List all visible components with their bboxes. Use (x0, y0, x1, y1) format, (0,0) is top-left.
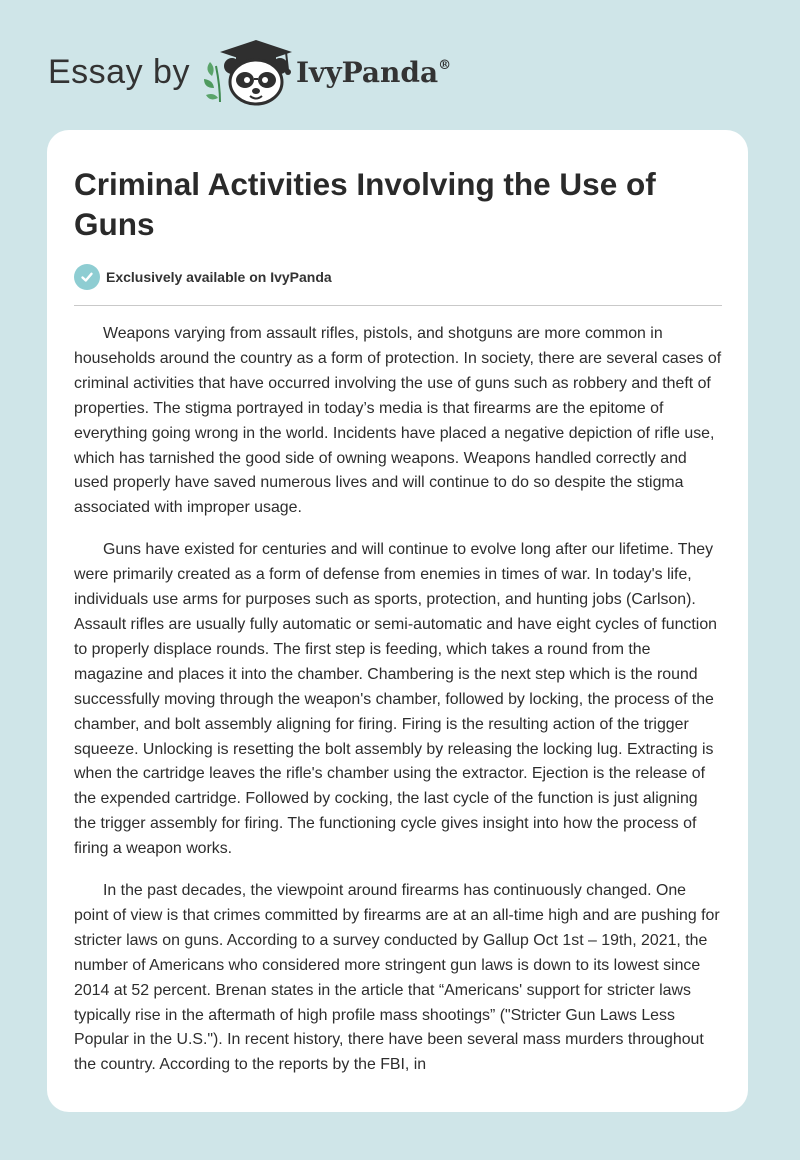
essay-title: Criminal Activities Involving the Use of Guns (74, 166, 656, 242)
essay-by-label: Essay by (48, 52, 190, 91)
essay-card (47, 130, 748, 1112)
ivypanda-logo[interactable] (202, 36, 451, 108)
paragraph: In the past decades, the viewpoint around firearms has continuously changed. One point of view is that crimes committed by firearms are at an all-time high and are pushing for stricter laws on guns. According to a survey conducted by Gallup Oct 1st – 19th, 2021, the number of Americans who considered more stringent gun laws is down to its lowest since 2014 at 52 percent. Brenan states in the article that “Americans' support for stricter laws typically rise in the aftermath of high profile mass shootings” ("Stricter Gun Laws Less Popular in the U.S."). In recent history, there have been several mass murders throughout the country. According to the reports by the FBI, in (74, 882, 720, 1074)
site-header (48, 36, 451, 108)
checkmark-icon (74, 264, 100, 290)
brand-name: IvyPanda® (295, 55, 452, 89)
exclusive-badge (74, 264, 722, 306)
paragraph: Guns have existed for centuries and will continue to evolve long after our lifetime. They were primarily created as a form of defense from enemies in times of war. In today's life, individuals use arms for purposes such as sports, protection, and hunting jobs (Carlson). Assault rifles are usually fully automatic or semi-automatic and have eight cycles of function to properly displace rounds. The first step is feeding, which takes a round from the magazine and places it into the chamber. Chambering is the next step which is the round successfully moving through the weapon's chamber, followed by locking, the process of the chamber, and bolt assembly aligning for firing. Firing is the resulting action of the trigger squeeze. Unlocking is resetting the bolt assembly by releasing the locking lug. Extracting is when the cartridge leaves the rifle's chamber using the extractor. Ejection is the release of the expended cartridge. Followed by cocking, the last cycle of the function is just aligning the trigger assembly for firing. The functioning cycle gives insight into how the process of firing a weapon works. (74, 541, 717, 858)
essay-body (74, 322, 722, 1078)
panda-mascot-icon (202, 36, 294, 108)
exclusive-label: Exclusively available on IvyPanda (106, 269, 332, 285)
paragraph: Weapons varying from assault rifles, pistols, and shotguns are more common in households around the country as a form of protection. In society, there are several cases of criminal activities that have occurred involving the use of guns such as robbery and theft of properties. The stigma portrayed in today’s media is that firearms are the epitome of everything going wrong in the world. Incidents have placed a negative depiction of rifle use, which has tarnished the good side of owning weapons. Weapons handled correctly and used properly have saved numerous lives and will continue to do so despite the stigma associated with improper usage. (74, 325, 722, 517)
registered-mark: ® (438, 57, 452, 73)
